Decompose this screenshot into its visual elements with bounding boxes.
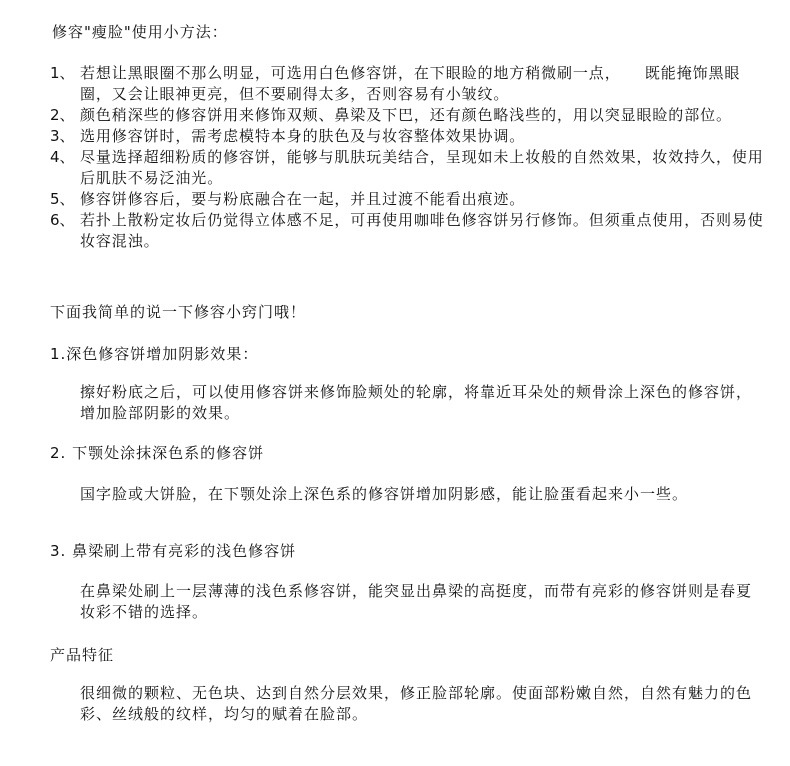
section-body-nose-highlight: 在鼻梁处刷上一层薄薄的浅色系修容饼，能突显出鼻梁的高挺度，而带有亮彩的修容饼则是春夏妆彩不错的选择。 — [80, 582, 753, 621]
tips-list — [50, 63, 770, 252]
tip-number: 6、 — [50, 211, 75, 229]
section-body-dark-contour: 擦好粉底之后，可以使用修容饼来修饰脸颊处的轮廓，将靠近耳朵处的颊骨涂上深色的修容饼，增加脸部阴影的效果。 — [80, 383, 753, 422]
tip-text: 若扑上散粉定妆后仍觉得立体感不足，可再使用咖啡色修容饼另行修饰。但须重点使用，否则易使妆容混浊。 — [80, 211, 764, 250]
tip-item — [50, 63, 770, 105]
tip-number: 3、 — [50, 127, 75, 145]
section-body-product-features: 很细微的颗粒、无色块、达到自然分层效果，修正脸部轮廓。使面部粉嫩自然，自然有魅力的色彩、丝绒般的纹样，均匀的赋着在脸部。 — [80, 684, 753, 723]
tip-number: 2、 — [50, 106, 75, 124]
tip-number: 1、 — [50, 64, 75, 82]
intro-line: 下面我简单的说一下修容小窍门哦！ — [50, 303, 307, 321]
section-body-jaw: 国字脸或大饼脸，在下颚处涂上深色系的修容饼增加阴影感，能让脸蛋看起来小一些。 — [80, 485, 689, 503]
section-heading-nose-highlight: 3. 鼻梁刷上带有亮彩的浅色修容饼 — [50, 542, 297, 560]
tip-item — [50, 105, 770, 126]
tip-text: 颜色稍深些的修容饼用来修饰双颊、鼻梁及下巴，还有颜色略浅些的，用以突显眼睑的部位。 — [80, 106, 732, 124]
tip-item — [50, 147, 770, 189]
tip-item — [50, 126, 770, 147]
section-heading-jaw: 2. 下颚处涂抹深色系的修容饼 — [50, 444, 265, 462]
tip-item — [50, 189, 770, 210]
tip-text: 若想让黑眼圈不那么明显，可选用白色修容饼，在下眼睑的地方稍微刷一点， 既能掩饰黑眼圈，又会让眼神更亮，但不要刷得太多，否则容易有小皱纹。 — [80, 64, 741, 103]
section-heading-dark-contour: 1.深色修容饼增加阴影效果： — [50, 345, 259, 363]
tip-item — [50, 210, 770, 252]
tip-number: 4、 — [50, 148, 75, 166]
tip-number: 5、 — [50, 190, 75, 208]
tip-text: 尽量选择超细粉质的修容饼，能够与肌肤玩美结合，呈现如未上妆般的自然效果，妆效持久，使用后肌肤不易泛油光。 — [80, 148, 764, 187]
tip-text: 选用修容饼时，需考虑模特本身的肤色及与妆容整体效果协调。 — [80, 127, 526, 145]
page-title: 修容"瘦脸"使用小方法： — [52, 23, 228, 41]
tip-text: 修容饼修容后，要与粉底融合在一起，并且过渡不能看出痕迹。 — [80, 190, 526, 208]
section-heading-product-features: 产品特征 — [50, 646, 115, 664]
